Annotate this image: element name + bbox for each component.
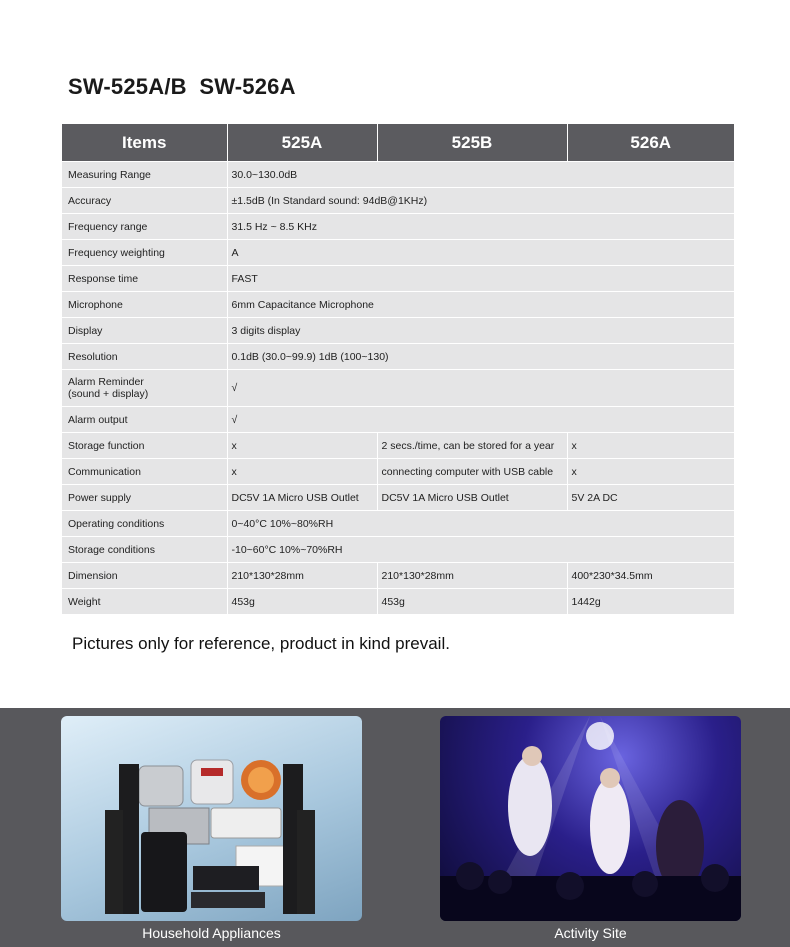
row-label: Measuring Range xyxy=(62,162,227,188)
header-526a: 526A xyxy=(567,124,734,162)
row-label: Weight xyxy=(62,589,227,615)
row-label: Communication xyxy=(62,459,227,485)
activity-site-caption: Activity Site xyxy=(554,925,627,941)
cell-525b: 210*130*28mm xyxy=(377,563,567,589)
table-row xyxy=(62,485,734,511)
row-value: 0.1dB (30.0~99.9) 1dB (100~130) xyxy=(227,344,734,370)
row-label: Frequency weighting xyxy=(62,240,227,266)
row-value: 6mm Capacitance Microphone xyxy=(227,292,734,318)
table-row xyxy=(62,589,734,615)
row-label: Microphone xyxy=(62,292,227,318)
row-label-line: (sound + display) xyxy=(68,388,149,400)
table-row xyxy=(62,407,734,433)
table-row xyxy=(62,537,734,563)
spec-table xyxy=(62,124,734,614)
appliances-illustration xyxy=(61,716,362,921)
disclaimer-note: Pictures only for reference, product in kind prevail. xyxy=(72,634,450,653)
row-value: √ xyxy=(227,370,734,407)
row-value: 3 digits display xyxy=(227,318,734,344)
table-row xyxy=(62,511,734,537)
household-appliances-image xyxy=(61,716,362,921)
row-value: 0~40°C 10%~80%RH xyxy=(227,511,734,537)
cell-525a: 453g xyxy=(227,589,377,615)
cell-525b: connecting computer with USB cable xyxy=(377,459,567,485)
row-value: √ xyxy=(227,407,734,433)
cell-525b: 453g xyxy=(377,589,567,615)
cell-525b: 2 secs./time, can be stored for a year xyxy=(377,433,567,459)
row-label: Response time xyxy=(62,266,227,292)
row-label: Alarm output xyxy=(62,407,227,433)
cell-526a: 5V 2A DC xyxy=(567,485,734,511)
row-label: Dimension xyxy=(62,563,227,589)
header-items: Items xyxy=(62,124,227,162)
table-row xyxy=(62,292,734,318)
row-label-line: Alarm Reminder xyxy=(68,376,144,388)
row-label: Frequency range xyxy=(62,214,227,240)
household-appliances-caption: Household Appliances xyxy=(142,925,281,941)
table-row xyxy=(62,563,734,589)
table-row xyxy=(62,344,734,370)
row-value: 30.0~130.0dB xyxy=(227,162,734,188)
header-525a: 525A xyxy=(227,124,377,162)
table-row xyxy=(62,188,734,214)
row-label: Storage function xyxy=(62,433,227,459)
row-value: FAST xyxy=(227,266,734,292)
row-value: -10~60°C 10%~70%RH xyxy=(227,537,734,563)
row-value: 31.5 Hz ~ 8.5 KHz xyxy=(227,214,734,240)
activity-site-image xyxy=(440,716,741,921)
table-row xyxy=(62,162,734,188)
activity-illustration xyxy=(440,716,741,921)
row-value: ±1.5dB (In Standard sound: 94dB@1KHz) xyxy=(227,188,734,214)
cell-525a: DC5V 1A Micro USB Outlet xyxy=(227,485,377,511)
table-row xyxy=(62,433,734,459)
cell-526a: x xyxy=(567,433,734,459)
row-value: A xyxy=(227,240,734,266)
table-row xyxy=(62,240,734,266)
cell-526a: x xyxy=(567,459,734,485)
cell-526a: 1442g xyxy=(567,589,734,615)
header-525b: 525B xyxy=(377,124,567,162)
cell-525a: x xyxy=(227,433,377,459)
table-row xyxy=(62,214,734,240)
table-header-row xyxy=(62,124,734,162)
row-label: Resolution xyxy=(62,344,227,370)
table-row xyxy=(62,459,734,485)
cell-525a: 210*130*28mm xyxy=(227,563,377,589)
row-label: Display xyxy=(62,318,227,344)
row-label: Power supply xyxy=(62,485,227,511)
row-label xyxy=(62,370,227,407)
table-row xyxy=(62,370,734,407)
row-label: Storage conditions xyxy=(62,537,227,563)
cell-525a: x xyxy=(227,459,377,485)
row-label: Operating conditions xyxy=(62,511,227,537)
cell-526a: 400*230*34.5mm xyxy=(567,563,734,589)
table-row xyxy=(62,318,734,344)
row-label: Accuracy xyxy=(62,188,227,214)
page-title: SW-525A/B SW-526A xyxy=(68,74,296,99)
cell-525b: DC5V 1A Micro USB Outlet xyxy=(377,485,567,511)
table-row xyxy=(62,266,734,292)
